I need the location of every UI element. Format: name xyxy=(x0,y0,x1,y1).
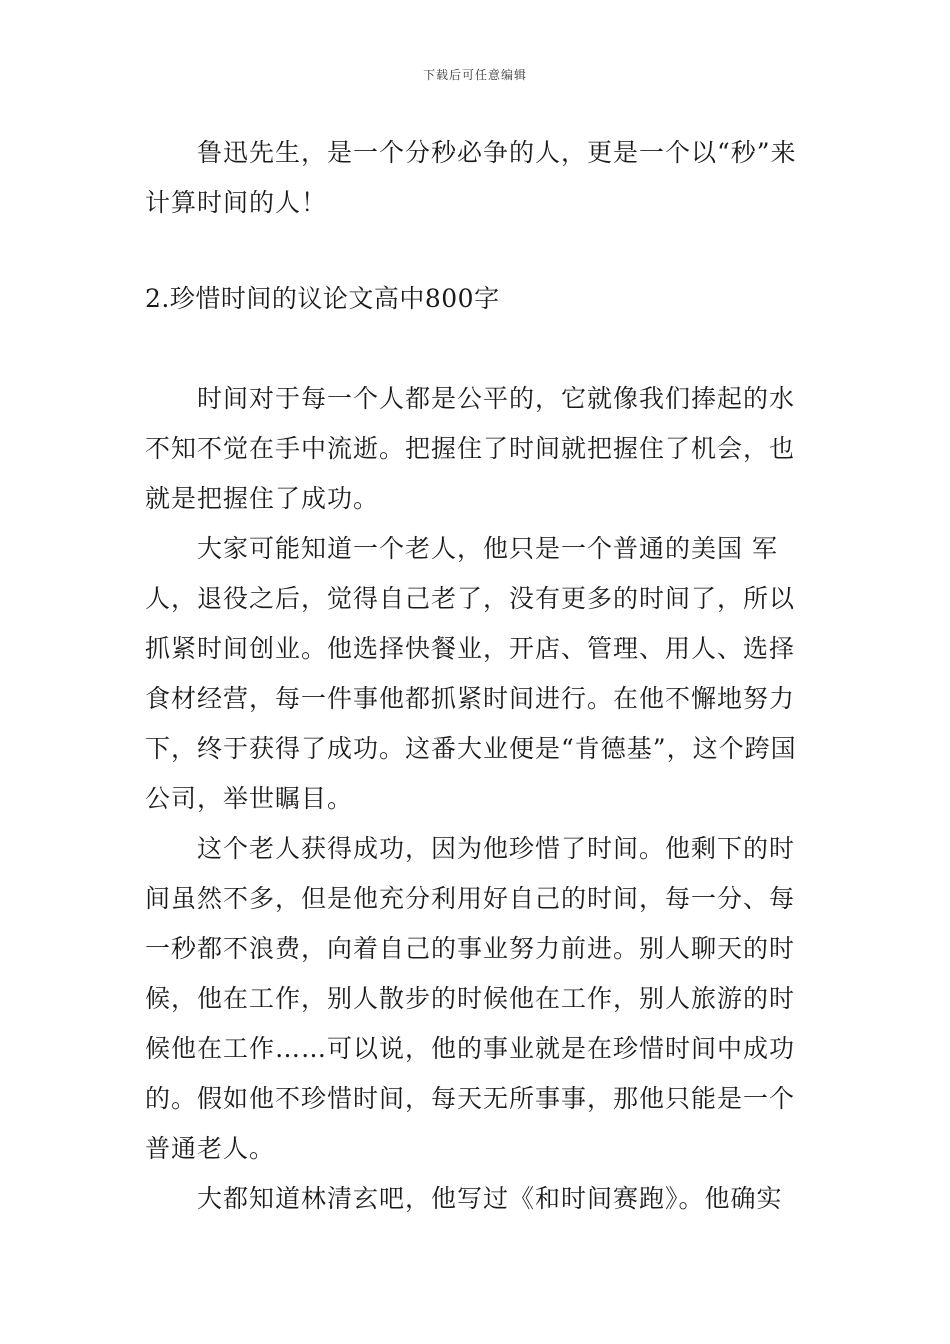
essay-paragraph-4: 大都知道林清玄吧，他写过《和时间赛跑》。他确实 xyxy=(197,1184,783,1213)
intro-block xyxy=(145,128,810,228)
essay-paragraph-2: 大家可能知道一个老人，他只是一个普通的美国 军人，退役之后，觉得自己老了，没有更多的时间了，所以抓紧时间创业。他选择快餐业，开店、管理、用人、选择食材经营，每一件事他都抓紧时间进行。在他不懈地努力下，终于获得了成功。这番大业便是“肯德基”，这个跨国公司，举世瞩目。 xyxy=(145,534,797,813)
essay-paragraph-1: 时间对于每一个人都是公平的，它就像我们捧起的水不知不觉在手中流逝。把握住了时间就把握住了机会，也就是把握住了成功。 xyxy=(145,384,796,513)
intro-paragraph: 鲁迅先生，是一个分秒必争的人，更是一个以“秒”来计算时间的人！ xyxy=(145,138,797,217)
essay-paragraph-3: 这个老人获得成功，因为他珍惜了时间。他剩下的时间虽然不多，但是他充分利用好自己的时间，每一分、每一秒都不浪费，向着自己的事业努力前进。别人聊天的时候，他在工作，别人散步的时候他在工作，别人旅游的时候他在工作……可以说，他的事业就是在珍惜时间中成功的。假如他不珍惜时间，每天无所事事，那他只能是一个普通老人。 xyxy=(145,834,796,1163)
essay-body xyxy=(145,374,810,1224)
section-heading: 2.珍惜时间的议论文高中800字 xyxy=(145,284,500,313)
header-note: 下载后可任意编辑 xyxy=(422,68,527,82)
